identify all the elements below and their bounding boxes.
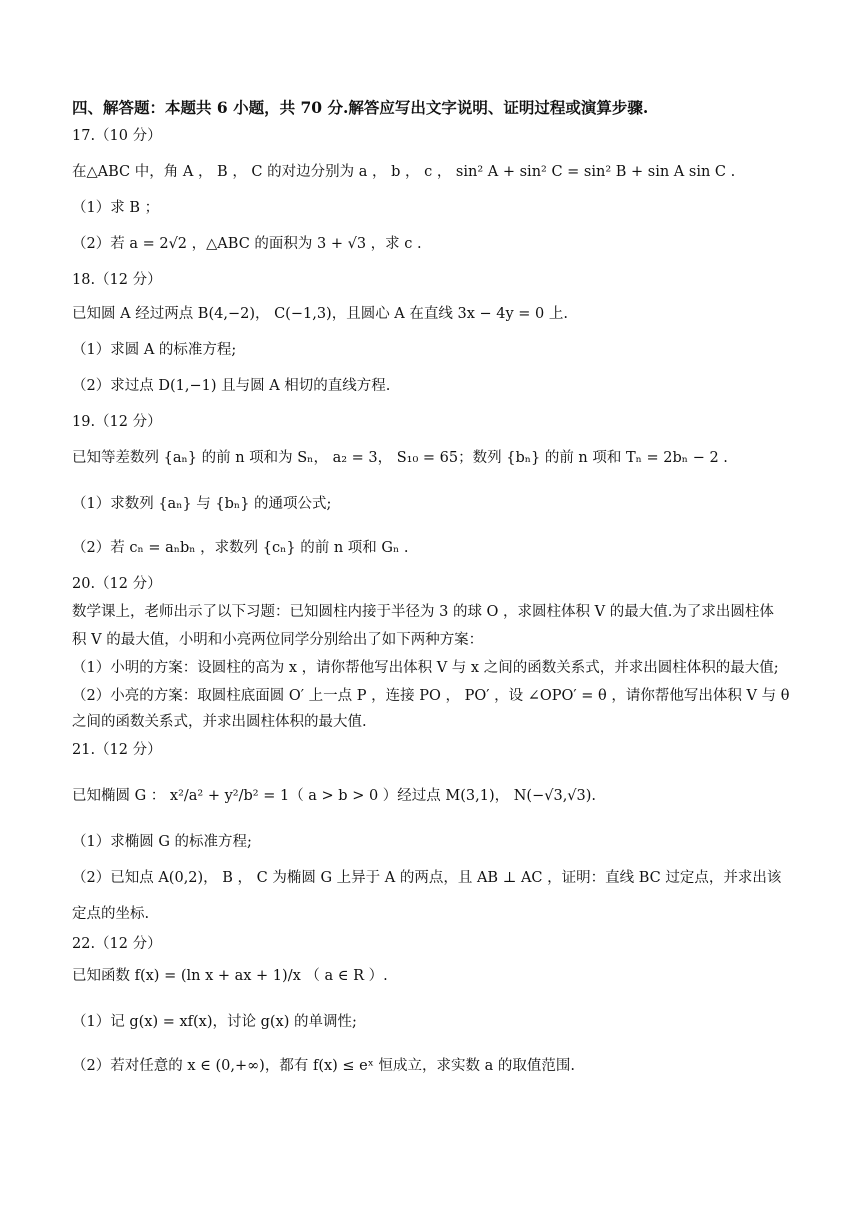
section-heading: 四、解答题：本题共 6 小题，共 70 分.解答应写出文字说明、证明过程或演算步骤.	[72, 98, 649, 117]
problem-17-part-2: （2）若 a = 2√2 ，△ABC 的面积为 3 + √3 ，求 c .	[72, 236, 422, 252]
problem-19-number: 19.（12 分）	[72, 414, 162, 430]
problem-19-stem: 已知等差数列 {aₙ} 的前 n 项和为 Sₙ， a₂ = 3， S₁₀ = 65；数列 {bₙ} 的前 n 项和 Tₙ = 2bₙ − 2 .	[72, 450, 728, 466]
problem-21-part-2: （2）已知点 A(0,2)， B ， C 为椭圆 G 上异于 A 的两点，且 AB ⊥ AC ，证明：直线 BC 过定点，并求出该	[72, 870, 782, 886]
problem-19-part-1: （1）求数列 {aₙ} 与 {bₙ} 的通项公式;	[72, 496, 332, 512]
problem-17-number: 17.（10 分）	[72, 128, 162, 144]
problem-22-part-2: （2）若对任意的 x ∈ (0,+∞)，都有 f(x) ≤ eˣ 恒成立，求实数 a 的取值范围.	[72, 1058, 575, 1074]
problem-20-stem-line-2: 积 V 的最大值，小明和小亮两位同学分别给出了如下两种方案：	[72, 632, 484, 648]
problem-18-stem: 已知圆 A 经过两点 B(4,−2)， C(−1,3)，且圆心 A 在直线 3x − 4y = 0 上.	[72, 306, 569, 322]
problem-17-stem: 在△ABC 中，角 A ， B ， C 的对边分别为 a ， b ， c ， sin² A + sin² C = sin² B + sin A sin C .	[72, 164, 736, 180]
problem-22-number: 22.（12 分）	[72, 936, 162, 952]
problem-19-part-2: （2）若 cₙ = aₙbₙ ，求数列 {cₙ} 的前 n 项和 Gₙ .	[72, 540, 409, 556]
problem-18-number: 18.（12 分）	[72, 272, 162, 288]
problem-22-part-1: （1）记 g(x) = xf(x)，讨论 g(x) 的单调性;	[72, 1014, 357, 1030]
problem-22-stem: 已知函数 f(x) = (ln x + ax + 1)/x （ a ∈ R ）.	[72, 968, 388, 984]
problem-20-stem-line-1: 数学课上，老师出示了以下习题：已知圆柱内接于半径为 3 的球 O ，求圆柱体积 V 的最大值.为了求出圆柱体	[72, 604, 774, 620]
problem-21-number: 21.（12 分）	[72, 742, 162, 758]
problem-18-part-2: （2）求过点 D(1,−1) 且与圆 A 相切的直线方程.	[72, 378, 391, 394]
problem-17-part-1: （1）求 B ；	[72, 200, 160, 216]
problem-21-part-1: （1）求椭圆 G 的标准方程;	[72, 834, 252, 850]
problem-20-part-2: （2）小亮的方案：取圆柱底面圆 O′ 上一点 P ，连接 PO ， PO′ ，设 ∠OPO′ = θ ，请你帮他写出体积 V 与 θ	[72, 688, 790, 704]
problem-20-part-2-cont: 之间的函数关系式，并求出圆柱体积的最大值.	[72, 714, 367, 730]
problem-21-part-2-cont: 定点的坐标.	[72, 906, 150, 922]
problem-18-part-1: （1）求圆 A 的标准方程;	[72, 342, 237, 358]
problem-20-part-1: （1）小明的方案：设圆柱的高为 x ，请你帮他写出体积 V 与 x 之间的函数关系式，并求出圆柱体积的最大值;	[72, 660, 779, 676]
problem-20-number: 20.（12 分）	[72, 576, 162, 592]
problem-21-stem: 已知椭圆 G ： x²/a² + y²/b² = 1（ a > b > 0 ）经过点 M(3,1)， N(−√3,√3).	[72, 788, 597, 804]
